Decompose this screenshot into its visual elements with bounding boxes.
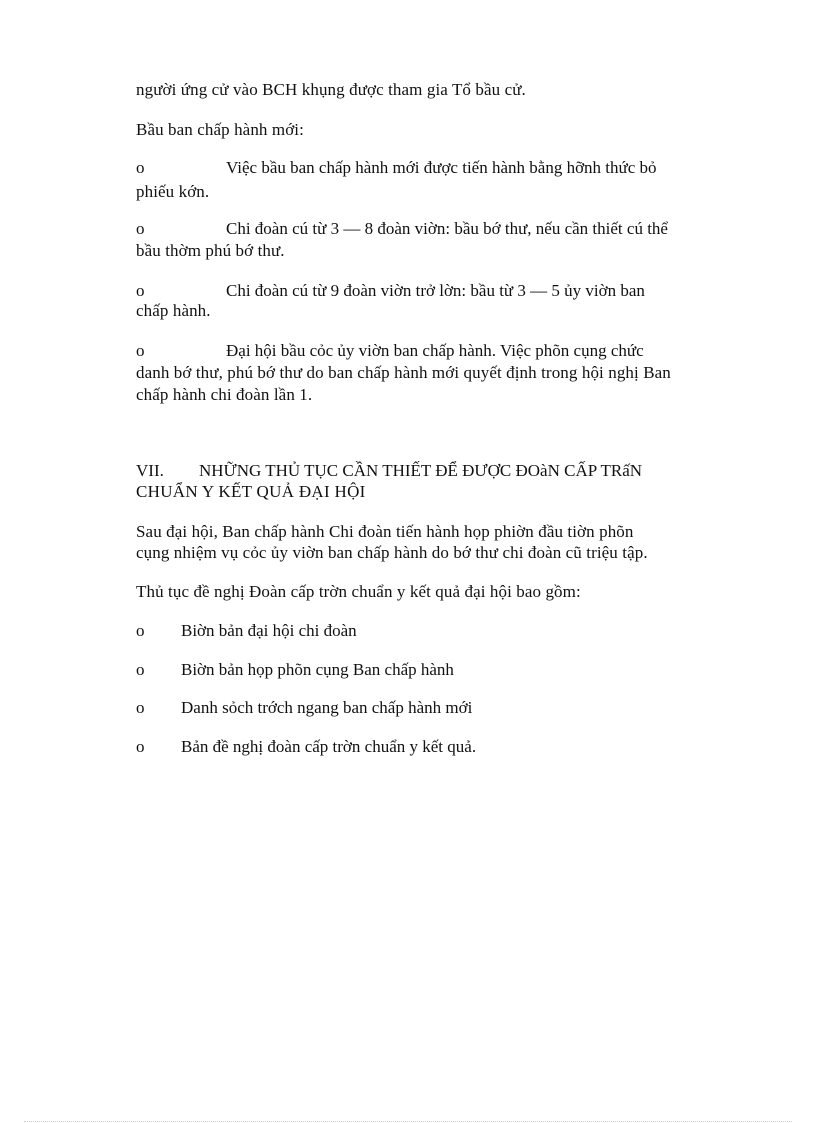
- bullet-marker: o: [136, 341, 145, 360]
- bullet-text: Việc bầu ban chấp hành mới được tiến hành bằng hỡnh thức bỏ: [226, 158, 657, 177]
- bullet-text-continued: danh bớ thư, phú bớ thư do ban chấp hành mới quyết định trong hội nghị Ban: [136, 363, 671, 382]
- section-title: NHỮNG THỦ TỤC CẦN THIẾT ĐỂ ĐƯỢC ĐOàN CẤP TRấN: [199, 461, 643, 480]
- bullet-text-continued: phiếu kớn.: [136, 182, 210, 201]
- paragraph-line: người ứng cử vào BCH khụng được tham gia Tổ bầu cử.: [136, 80, 526, 99]
- list-marker: o: [136, 698, 145, 717]
- list-item: Biờn bản đại hội chi đoàn: [181, 621, 357, 640]
- bullet-text-continued: chấp hành.: [136, 301, 211, 320]
- list-item: Danh sỏch trớch ngang ban chấp hành mới: [181, 698, 473, 717]
- page-bottom-rule: [24, 1121, 792, 1122]
- list-item: Biờn bản họp phõn cụng Ban chấp hành: [181, 660, 454, 679]
- paragraph-line: Sau đại hội, Ban chấp hành Chi đoàn tiến hành họp phiờn đầu tiờn phõn: [136, 522, 634, 541]
- section-number: VII.: [136, 461, 164, 480]
- bullet-marker: o: [136, 281, 145, 300]
- list-marker: o: [136, 621, 145, 640]
- paragraph-line: Bầu ban chấp hành mới:: [136, 120, 304, 139]
- bullet-marker: o: [136, 158, 145, 177]
- list-item: Bản đề nghị đoàn cấp trờn chuẩn y kết quả.: [181, 737, 477, 756]
- bullet-text-continued: bầu thờm phú bớ thư.: [136, 241, 285, 260]
- bullet-text-continued: chấp hành chi đoàn lần 1.: [136, 385, 313, 404]
- paragraph-line: Thủ tục đề nghị Đoàn cấp trờn chuẩn y kết quả đại hội bao gồm:: [136, 582, 581, 601]
- paragraph-line: cụng nhiệm vụ cỏc ủy viờn ban chấp hành do bớ thư chi đoàn cũ triệu tập.: [136, 543, 648, 562]
- list-marker: o: [136, 660, 145, 679]
- section-title-continued: CHUẨN Y KẾT QUẢ ĐẠI HỘI: [136, 482, 366, 501]
- bullet-text: Chi đoàn cú từ 9 đoàn viờn trở lờn: bầu từ 3 — 5 ủy viờn ban: [226, 281, 645, 300]
- bullet-text: Chi đoàn cú từ 3 — 8 đoàn viờn: bầu bớ thư, nếu cần thiết cú thể: [226, 219, 668, 238]
- bullet-marker: o: [136, 219, 145, 238]
- bullet-text: Đại hội bầu cỏc ủy viờn ban chấp hành. Việc phõn cụng chức: [226, 341, 644, 360]
- list-marker: o: [136, 737, 145, 756]
